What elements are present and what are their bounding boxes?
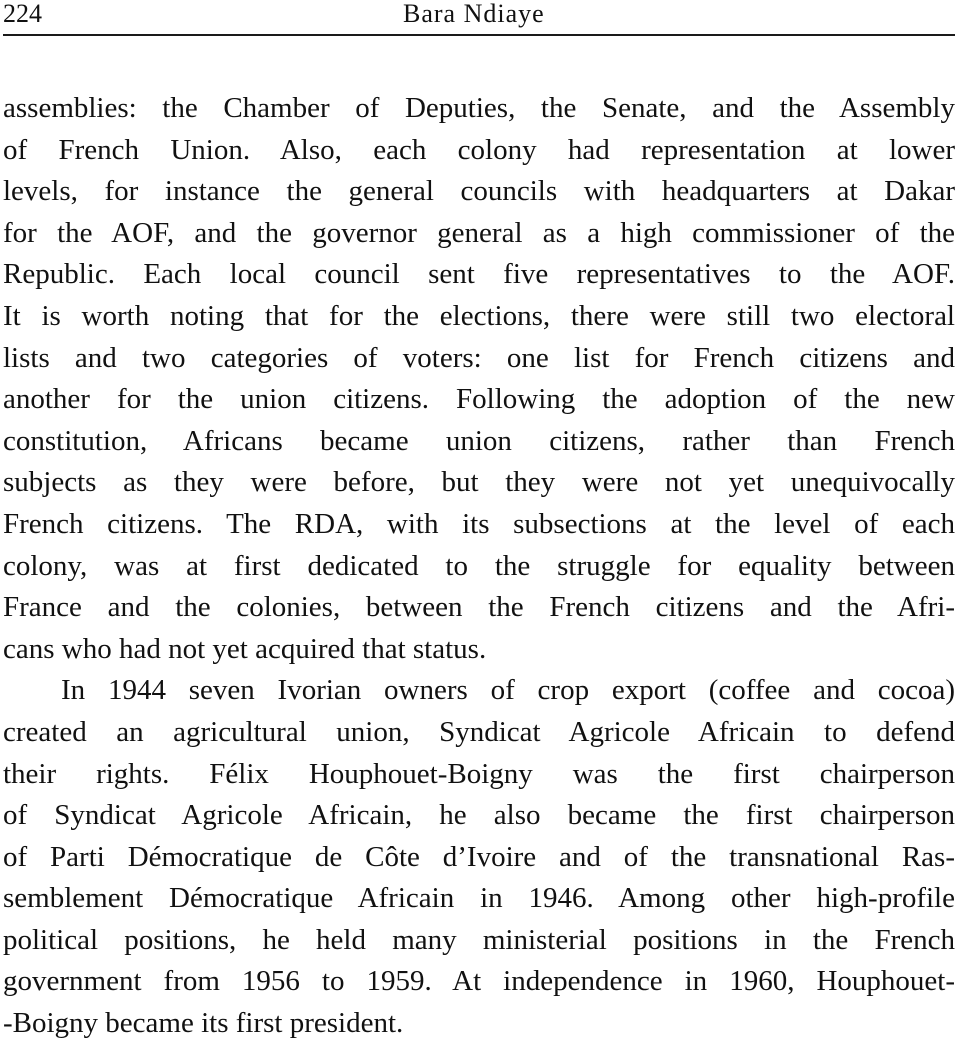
text-line: their rights. Félix Houphouet-Boigny was the first chairperson	[3, 757, 955, 790]
text-line: assemblies: the Chamber of Deputies, the Senate, and the Assembly	[3, 92, 955, 124]
running-head	[3, 0, 955, 36]
text-line: of Syndicat Agricole Africain, he also became the first chairperson	[3, 799, 955, 832]
text-line: It is worth noting that for the elections, there were still two electoral	[3, 299, 955, 332]
text-line: political positions, he held many ministerial positions in the French	[3, 923, 955, 956]
text-line: of French Union. Also, each colony had representation at lower	[3, 133, 955, 166]
text-line: Republic. Each local council sent five representatives to the AOF.	[3, 258, 955, 291]
text-line: created an agricultural union, Syndicat Agricole Africain to defend	[3, 715, 955, 748]
text-line: semblement Démocratique Africain in 1946. Among other high-profile	[3, 882, 955, 915]
text-line: lists and two categories of voters: one list for French citizens and	[3, 341, 955, 374]
body-text	[3, 88, 955, 1045]
text-line: constitution, Africans became union citizens, rather than French	[3, 424, 955, 457]
text-line: government from 1956 to 1959. At independence in 1960, Houphouet-	[3, 965, 955, 998]
page-number: 224	[3, 0, 42, 28]
text-line: subjects as they were before, but they were not yet unequivocally	[3, 466, 955, 499]
text-line: -Boigny became its first president.	[3, 1007, 404, 1040]
text-line: French citizens. The RDA, with its subsections at the level of each	[3, 507, 955, 540]
text-line: In 1944 seven Ivorian owners of crop export (coffee and cocoa)	[61, 674, 955, 707]
running-title: Bara Ndiaye	[403, 0, 545, 28]
paragraph-2	[3, 670, 955, 1044]
text-line: cans who had not yet acquired that status.	[3, 632, 487, 665]
text-line: another for the union citizens. Following the adoption of the new	[3, 383, 955, 416]
text-line: for the AOF, and the governor general as a high commissioner of the	[3, 216, 955, 249]
text-line: of Parti Démocratique de Côte d’Ivoire and of the transnational Ras-	[3, 840, 955, 873]
text-line: colony, was at first dedicated to the struggle for equality between	[3, 549, 955, 582]
text-line: France and the colonies, between the French citizens and the Afri-	[3, 591, 955, 624]
paragraph-1	[3, 88, 955, 670]
text-line: levels, for instance the general councils with headquarters at Dakar	[3, 175, 955, 208]
